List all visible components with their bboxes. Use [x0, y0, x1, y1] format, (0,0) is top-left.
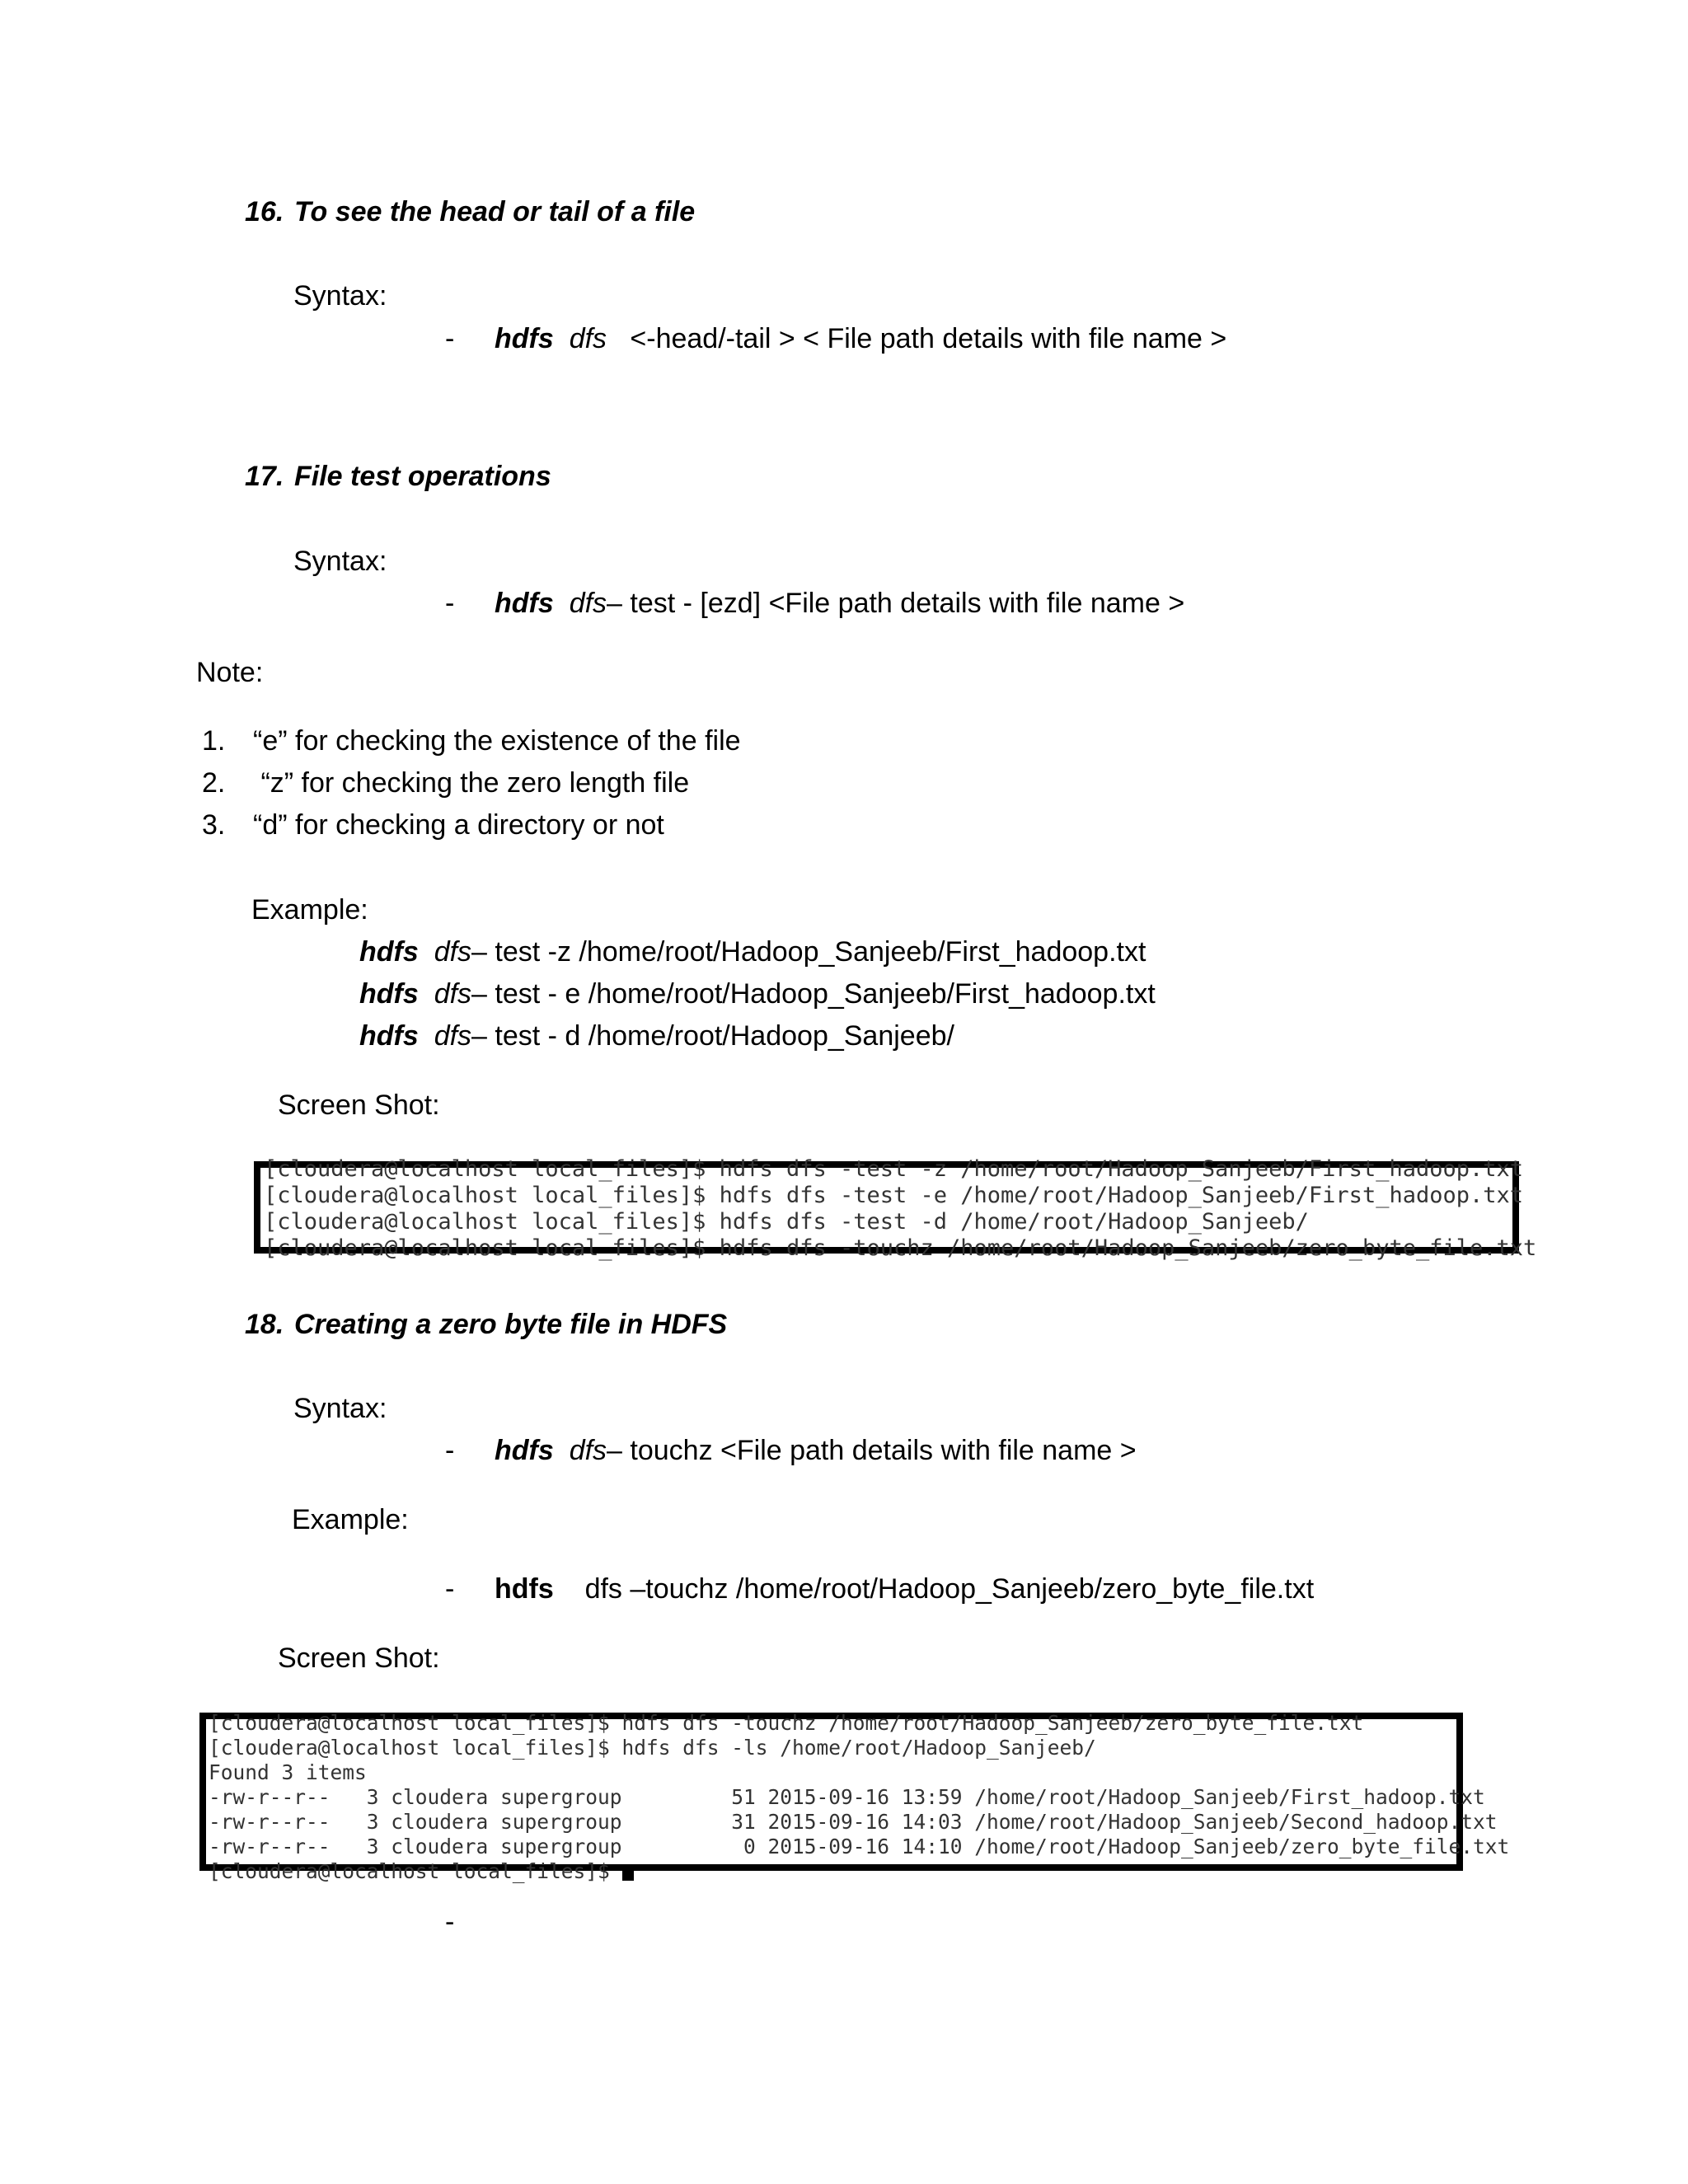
- terminal-line: -rw-r--r-- 3 cloudera supergroup 31 2015-09-16 14:03 /home/root/Hadoop_Sanjeeb/Second_hadoop.txt: [209, 1810, 1498, 1834]
- section-17-number: 17.: [245, 461, 284, 492]
- terminal-line: [cloudera@localhost local_files]$ hdfs dfs -touchz /home/root/Hadoop_Sanjeeb/zero_byte_file.txt: [264, 1235, 1537, 1261]
- section-16-heading: [245, 196, 695, 228]
- terminal-line: [cloudera@localhost local_files]$ hdfs dfs -ls /home/root/Hadoop_Sanjeeb/: [209, 1736, 1096, 1760]
- terminal-line: [cloudera@localhost local_files]$ hdfs dfs -touchz /home/root/Hadoop_Sanjeeb/zero_byte_file.txt: [209, 1711, 1364, 1735]
- cmd-args: – test - d /home/root/Hadoop_Sanjeeb/: [471, 1020, 954, 1052]
- cmd-args: – test - [ezd] <File path details with file name >: [607, 588, 1185, 619]
- section-18-number: 18.: [245, 1309, 284, 1340]
- example-command: [359, 1020, 954, 1052]
- section-16-title: To see the head or tail of a file: [294, 196, 696, 227]
- section-17-title: File test operations: [294, 461, 551, 492]
- cmd-hdfs: hdfs: [495, 588, 554, 619]
- section-18-title: Creating a zero byte file in HDFS: [294, 1309, 728, 1340]
- terminal-line: [cloudera@localhost local_files]$ hdfs dfs -test -d /home/root/Hadoop_Sanjeeb/: [264, 1209, 1309, 1235]
- section-18-example-command: [445, 1573, 1314, 1605]
- example-command: [359, 936, 1146, 968]
- section-16-syntax-label: Syntax:: [293, 280, 387, 312]
- trailing-dash: -: [445, 1906, 455, 1938]
- example-command: [359, 978, 1156, 1010]
- cmd-args: – test -z /home/root/Hadoop_Sanjeeb/First_hadoop.txt: [471, 936, 1146, 968]
- note-label: Note:: [196, 657, 264, 688]
- cmd-hdfs: hdfs: [359, 936, 419, 968]
- terminal-screenshot-touchz: [199, 1711, 1510, 1883]
- section-18-syntax-label: Syntax:: [293, 1393, 387, 1424]
- bullet-dash: -: [445, 1435, 455, 1466]
- terminal-line: -rw-r--r-- 3 cloudera supergroup 0 2015-09-16 14:10 /home/root/Hadoop_Sanjeeb/zero_byte_file.txt: [209, 1835, 1510, 1858]
- section-18-heading: [245, 1309, 727, 1341]
- bullet-dash: -: [445, 588, 455, 619]
- note-text: “e” for checking the existence of the file: [253, 725, 741, 757]
- note-number: 3.: [202, 809, 226, 841]
- cmd-dfs: dfs: [569, 1435, 607, 1466]
- section-18-syntax-command: [445, 1435, 1137, 1467]
- note-item: [202, 767, 689, 799]
- cmd-dfs: dfs: [569, 588, 607, 619]
- cmd-hdfs: hdfs: [359, 978, 419, 1010]
- bullet-dash: -: [445, 1573, 455, 1605]
- bullet-dash: -: [445, 323, 455, 354]
- terminal-prompt-line: [209, 1859, 1509, 1884]
- note-item: [202, 725, 741, 757]
- cmd-dfs: dfs: [569, 323, 607, 354]
- cmd-dfs: dfs: [434, 936, 472, 968]
- section-16-syntax-command: [445, 323, 1226, 355]
- cmd-args: dfs –touchz /home/root/Hadoop_Sanjeeb/zero_byte_file.txt: [584, 1573, 1315, 1605]
- cmd-dfs: dfs: [434, 1020, 472, 1052]
- note-number: 2.: [202, 767, 226, 799]
- terminal-line: -rw-r--r-- 3 cloudera supergroup 51 2015-09-16 13:59 /home/root/Hadoop_Sanjeeb/First_hadoop.txt: [209, 1785, 1485, 1809]
- section-17-example-label: Example:: [251, 894, 368, 926]
- note-text: “d” for checking a directory or not: [253, 809, 664, 841]
- note-text: “z” for checking the zero length file: [253, 767, 690, 799]
- terminal-line: [cloudera@localhost local_files]$ hdfs dfs -test -z /home/root/Hadoop_Sanjeeb/First_hadoop.txt: [264, 1156, 1524, 1182]
- note-item: [202, 809, 664, 841]
- cmd-hdfs: hdfs: [495, 323, 554, 354]
- note-number: 1.: [202, 725, 226, 757]
- cmd-args: <-head/-tail > < File path details with file name >: [630, 323, 1227, 354]
- terminal-prompt: [cloudera@localhost local_files]$: [209, 1859, 622, 1883]
- section-18-screenshot-label: Screen Shot:: [278, 1643, 440, 1674]
- section-16-number: 16.: [245, 196, 284, 227]
- cmd-hdfs: hdfs: [495, 1573, 554, 1605]
- cmd-args: – test - e /home/root/Hadoop_Sanjeeb/First_hadoop.txt: [471, 978, 1156, 1010]
- cmd-hdfs: hdfs: [495, 1435, 554, 1466]
- cmd-args: – touchz <File path details with file name >: [607, 1435, 1137, 1466]
- section-17-syntax-label: Syntax:: [293, 546, 387, 577]
- section-18-example-label: Example:: [292, 1504, 409, 1535]
- section-17-heading: [245, 461, 551, 493]
- terminal-line: [cloudera@localhost local_files]$ hdfs dfs -test -e /home/root/Hadoop_Sanjeeb/First_hadoop.txt: [264, 1183, 1524, 1208]
- section-17-screenshot-label: Screen Shot:: [278, 1090, 440, 1121]
- cursor-icon: [622, 1864, 634, 1881]
- section-17-syntax-command: [445, 588, 1184, 620]
- terminal-screenshot-test: [254, 1156, 1537, 1261]
- cmd-dfs: dfs: [434, 978, 472, 1010]
- terminal-line: Found 3 items: [209, 1760, 367, 1784]
- cmd-hdfs: hdfs: [359, 1020, 419, 1052]
